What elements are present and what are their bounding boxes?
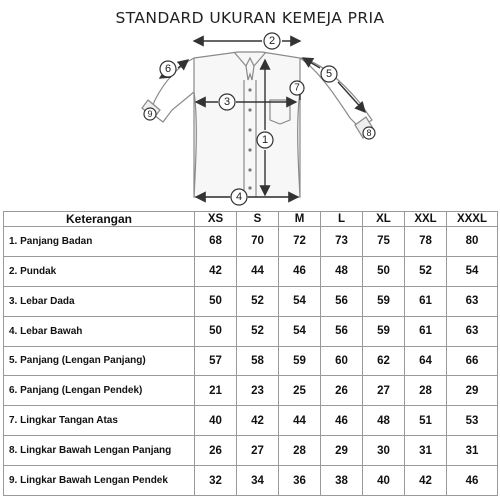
header-size-l: L [321,212,363,227]
size-value-xxl: 28 [405,376,447,406]
size-value-xs: 40 [195,406,237,436]
size-value-l: 56 [321,286,363,316]
size-value-xxxl: 63 [447,286,498,316]
header-size-xs: XS [195,212,237,227]
size-value-l: 73 [321,227,363,257]
size-value-xxxl: 46 [447,466,498,496]
size-value-xl: 50 [363,256,405,286]
size-value-xxl: 51 [405,406,447,436]
size-value-xl: 75 [363,227,405,257]
size-value-xl: 59 [363,316,405,346]
row-label: 1. Panjang Badan [4,227,195,257]
size-value-l: 38 [321,466,363,496]
size-value-xl: 48 [363,406,405,436]
size-value-s: 52 [237,316,279,346]
size-value-xs: 68 [195,227,237,257]
header-size-xl: XL [363,212,405,227]
size-value-xxxl: 54 [447,256,498,286]
size-value-xxxl: 53 [447,406,498,436]
size-value-s: 58 [237,346,279,376]
size-value-s: 52 [237,286,279,316]
size-table [3,211,498,496]
size-value-l: 48 [321,256,363,286]
row-label: 3. Lebar Dada [4,286,195,316]
size-value-s: 27 [237,436,279,466]
header-size-s: S [237,212,279,227]
table-row [4,406,498,436]
size-value-xl: 62 [363,346,405,376]
table-row [4,376,498,406]
size-value-xs: 26 [195,436,237,466]
size-value-xs: 57 [195,346,237,376]
size-value-xxl: 52 [405,256,447,286]
size-value-l: 26 [321,376,363,406]
table-row [4,316,498,346]
size-value-xs: 32 [195,466,237,496]
size-value-l: 60 [321,346,363,376]
size-value-xxxl: 66 [447,346,498,376]
shirt-diagram [0,32,500,210]
callout-5-number: 5 [325,68,333,80]
callout-9-number: 9 [147,109,153,119]
size-value-s: 42 [237,406,279,436]
page-title: STANDARD UKURAN KEMEJA PRIA [115,9,385,27]
size-value-s: 23 [237,376,279,406]
shirt-illustration [0,32,500,210]
header-size-m: M [279,212,321,227]
size-table-header-row [4,212,498,227]
size-value-m: 36 [279,466,321,496]
size-value-xs: 42 [195,256,237,286]
size-value-m: 54 [279,316,321,346]
header-size-xxxl: XXXL [447,212,498,227]
size-value-xl: 27 [363,376,405,406]
size-value-xl: 40 [363,466,405,496]
callout-4-number: 4 [235,191,243,203]
callout-1-number: 1 [261,134,269,146]
size-value-m: 54 [279,286,321,316]
size-value-m: 59 [279,346,321,376]
size-value-xxl: 42 [405,466,447,496]
callout-2-number: 2 [268,35,276,47]
size-value-xxl: 61 [405,286,447,316]
row-label: 8. Lingkar Bawah Lengan Panjang [4,436,195,466]
size-value-xxl: 64 [405,346,447,376]
size-value-s: 44 [237,256,279,286]
size-value-m: 44 [279,406,321,436]
size-value-l: 56 [321,316,363,346]
table-row [4,227,498,257]
table-row [4,346,498,376]
size-value-xxl: 78 [405,227,447,257]
callout-6-number: 6 [164,63,172,75]
size-value-xxl: 31 [405,436,447,466]
size-value-xs: 21 [195,376,237,406]
size-table-body [4,227,498,496]
size-value-xxxl: 31 [447,436,498,466]
size-value-xxl: 61 [405,316,447,346]
size-value-s: 34 [237,466,279,496]
size-value-xxxl: 63 [447,316,498,346]
table-row [4,436,498,466]
size-value-s: 70 [237,227,279,257]
size-value-xs: 50 [195,316,237,346]
header-keterangan: Keterangan [4,212,195,227]
row-label: 2. Pundak [4,256,195,286]
header-size-xxl: XXL [405,212,447,227]
shirt-outline [142,52,374,197]
row-label: 4. Lebar Bawah [4,316,195,346]
row-label: 9. Lingkar Bawah Lengan Pendek [4,466,195,496]
size-value-xxxl: 80 [447,227,498,257]
callout-3-number: 3 [223,96,231,108]
size-value-xxxl: 29 [447,376,498,406]
size-value-m: 25 [279,376,321,406]
row-label: 7. Lingkar Tangan Atas [4,406,195,436]
callout-8-number: 8 [366,128,372,138]
size-value-xl: 59 [363,286,405,316]
table-row [4,286,498,316]
size-value-xl: 30 [363,436,405,466]
size-value-l: 46 [321,406,363,436]
row-label: 6. Panjang (Lengan Pendek) [4,376,195,406]
callout-7-number: 7 [294,82,300,94]
size-value-l: 29 [321,436,363,466]
table-row [4,466,498,496]
table-row [4,256,498,286]
size-value-m: 28 [279,436,321,466]
row-label: 5. Panjang (Lengan Panjang) [4,346,195,376]
size-value-xs: 50 [195,286,237,316]
size-value-m: 46 [279,256,321,286]
size-value-m: 72 [279,227,321,257]
